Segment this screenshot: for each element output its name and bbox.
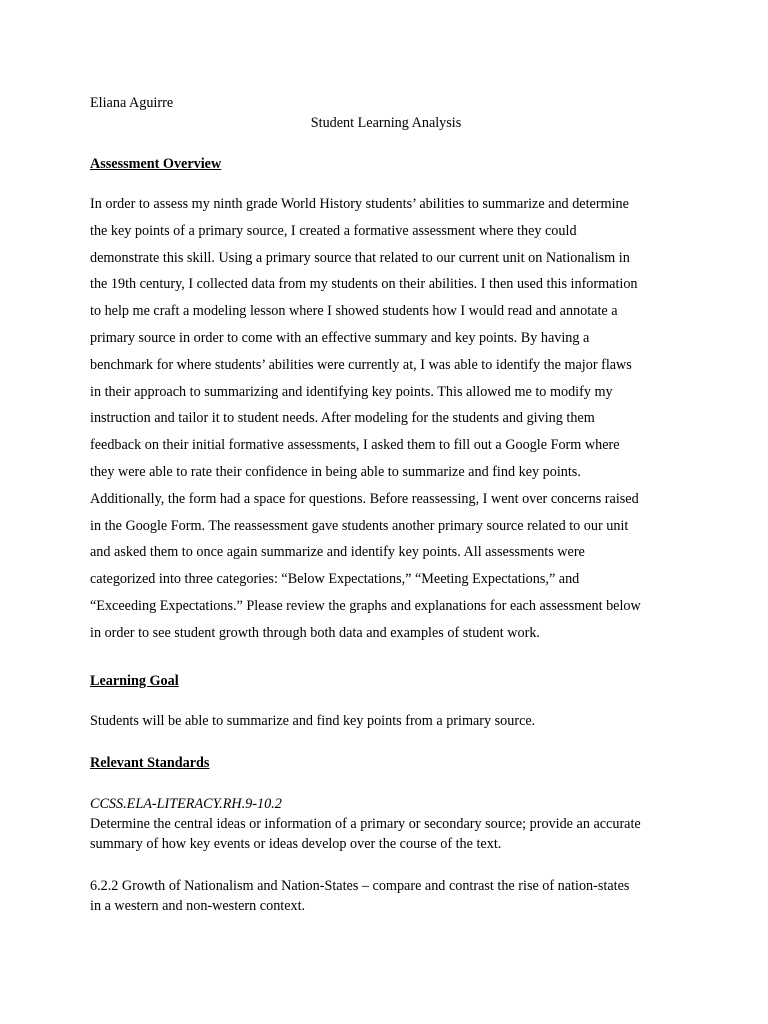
relevant-standards-heading: Relevant Standards	[90, 755, 210, 771]
assessment-overview-heading: Assessment Overview	[90, 156, 222, 172]
learning-goal-text	[90, 711, 690, 731]
paragraph-line: instruction and tailor it to student needs. After modeling for the students and giving them	[90, 410, 595, 427]
paragraph-line: the 19th century, I collected data from my students on their abilities. I then used this information	[90, 276, 638, 293]
standard-code: CCSS.ELA-LITERACY.RH.9-10.2	[90, 796, 282, 812]
paragraph-line: primary source in order to come with an effective summary and key points. By having a	[90, 329, 590, 346]
standard-description-line: in a western and non-western context.	[90, 898, 306, 914]
standard-ccss	[90, 794, 690, 854]
standard-description-line: 6.2.2 Growth of Nationalism and Nation-States – compare and contrast the rise of nation-states	[90, 878, 630, 894]
learning-goal-line: Students will be able to summarize and find key points from a primary source.	[90, 713, 536, 729]
paragraph-line: and asked them to once again summarize and identify key points. All assessments were	[90, 544, 585, 561]
paragraph-line: demonstrate this skill. Using a primary source that related to our current unit on Nationalism in	[90, 249, 630, 266]
assessment-overview-paragraph	[90, 191, 682, 647]
paragraph-line: Additionally, the form had a space for questions. Before reassessing, I went over concerns raised	[90, 490, 639, 507]
document-title: Student Learning Analysis	[310, 115, 462, 131]
paragraph-line: feedback on their initial formative assessments, I asked them to fill out a Google Form where	[90, 437, 620, 454]
paragraph-line: in the Google Form. The reassessment gave students another primary source related to our unit	[90, 517, 629, 534]
paragraph-line: to help me craft a modeling lesson where I showed students how I would read and annotate a	[90, 303, 618, 320]
paragraph-line: In order to assess my ninth grade World History students’ abilities to summarize and determine	[90, 196, 629, 212]
standard-description-line: Determine the central ideas or information of a primary or secondary source; provide an accurate	[90, 816, 641, 832]
paragraph-line: categorized into three categories: “Below Expectations,” “Meeting Expectations,” and	[90, 571, 580, 588]
paragraph-line: the key points of a primary source, I created a formative assessment where they could	[90, 222, 577, 239]
paragraph-line: benchmark for where students’ abilities were currently at, I was able to identify the major flaws	[90, 356, 632, 373]
paragraph-line: “Exceeding Expectations.” Please review the graphs and explanations for each assessment below	[90, 597, 641, 614]
standard-description-line: summary of how key events or ideas develop over the course of the text.	[90, 836, 502, 852]
learning-goal-heading: Learning Goal	[90, 673, 179, 689]
paragraph-line: they were able to rate their confidence in being able to summarize and find key points.	[90, 463, 581, 480]
author-name: Eliana Aguirre	[90, 95, 174, 111]
standard-nationalism	[90, 876, 690, 916]
paragraph-line: in their approach to summarizing and identifying key points. This allowed me to modify my	[90, 383, 613, 400]
paragraph-line: in order to see student growth through both data and examples of student work.	[90, 624, 540, 641]
